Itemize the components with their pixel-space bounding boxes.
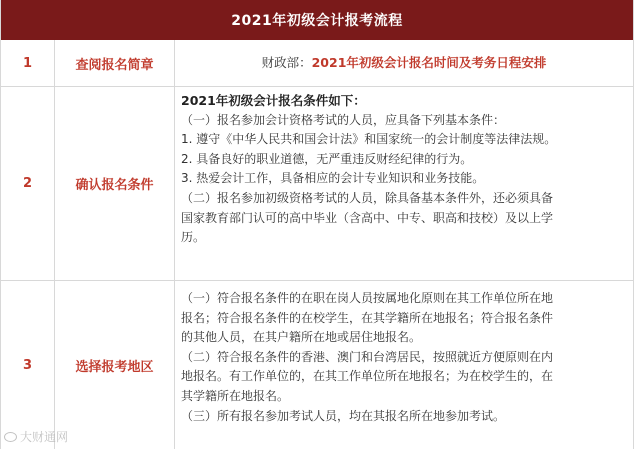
- step-content: [175, 87, 633, 280]
- step-number: 2: [1, 87, 55, 280]
- content-line: 3. 热爱会计工作，具备相应的会计专业知识和业务技能。: [181, 171, 485, 186]
- step-content: [175, 40, 633, 86]
- exam-schedule-link[interactable]: 2021年初级会计报名时间及考务日程安排: [311, 55, 547, 71]
- table-title: 2021年初级会计报考流程: [1, 0, 633, 40]
- content-line: 地报名。有工作单位的，在其工作单位所在地报名；为在校学生的，在: [181, 369, 554, 384]
- step-number: 3: [1, 281, 55, 449]
- watermark-text: 大财通网: [20, 430, 69, 444]
- content-line: 国家教育部门认可的高中毕业（含高中、中专、职高和技校）及以上学: [181, 210, 554, 225]
- step-name: 选择报考地区: [55, 281, 175, 449]
- table-row: [1, 281, 633, 449]
- watermark: [4, 428, 68, 445]
- content-line: （二）报名参加初级资格考试的人员，除具备基本条件外，还必须具备: [181, 190, 554, 205]
- step-name: 确认报名条件: [55, 87, 175, 280]
- content-line: 报名；符合报名条件的在校学生，在其学籍所在地报名；符合报名条件: [181, 310, 554, 325]
- step-number: 1: [1, 40, 55, 86]
- content-line: 历。: [181, 230, 206, 245]
- table-row: [1, 87, 633, 281]
- step-content: [175, 281, 633, 449]
- content-line: 2. 具备良好的职业道德，无严重违反财经纪律的行为。: [181, 151, 473, 166]
- conditions-heading: 2021年初级会计报名条件如下：: [181, 93, 366, 108]
- content-line: 其学籍所在地报名。: [181, 388, 290, 403]
- step-name: 查阅报名简章: [55, 40, 175, 86]
- content-line: （一）符合报名条件的在职在岗人员按属地化原则在其工作单位所在地: [181, 291, 554, 305]
- content-prefix: 财政部：: [261, 55, 312, 71]
- table-row: [1, 40, 633, 87]
- watermark-logo-icon: [4, 432, 17, 442]
- content-line: （二）符合报名条件的香港、澳门和台湾居民，按照就近方便原则在内: [181, 349, 554, 364]
- content-line: 的其他人员，在其户籍所在地或居住地报名。: [181, 330, 422, 345]
- content-line: （三）所有报名参加考试人员，均在其报名所在地参加考试。: [181, 408, 506, 423]
- content-line: （一）报名参加会计资格考试的人员，应具备下列基本条件：: [181, 112, 506, 127]
- content-line: 1. 遵守《中华人民共和国会计法》和国家统一的会计制度等法律法规。: [181, 132, 557, 147]
